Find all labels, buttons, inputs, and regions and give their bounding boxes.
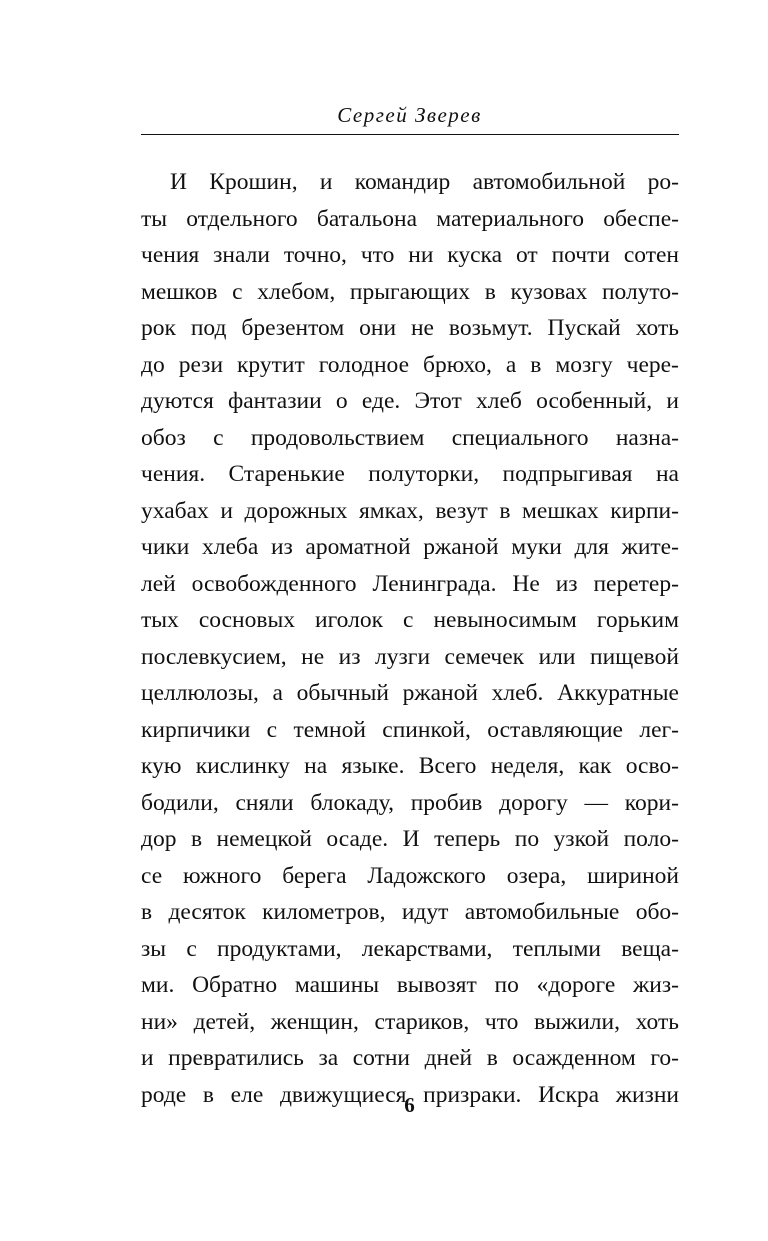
text-line bbox=[141, 420, 679, 457]
word: из bbox=[338, 643, 361, 670]
word: пищевой bbox=[590, 643, 679, 670]
running-head-author: Сергей Зверев bbox=[337, 103, 482, 127]
word: хоть bbox=[635, 315, 679, 341]
text-line bbox=[141, 201, 679, 238]
text-line bbox=[141, 785, 679, 822]
word: движущиеся bbox=[279, 1081, 407, 1108]
text-line bbox=[141, 274, 679, 311]
word: теплыми bbox=[512, 935, 601, 962]
word: в bbox=[141, 899, 153, 925]
word: призраки. bbox=[423, 1081, 522, 1108]
word: дней bbox=[424, 1045, 473, 1071]
word: или bbox=[538, 643, 576, 670]
word: веща- bbox=[621, 935, 679, 962]
word: — bbox=[584, 789, 609, 816]
word: для bbox=[574, 534, 609, 560]
word: Ладожского bbox=[367, 862, 486, 889]
word: Крошин, bbox=[209, 169, 298, 195]
word: вывозят bbox=[396, 972, 477, 998]
word: превратились bbox=[168, 1045, 304, 1071]
word: дор bbox=[141, 826, 177, 852]
text-line bbox=[141, 310, 679, 347]
word: материального bbox=[436, 205, 585, 232]
word: невыносимым bbox=[433, 607, 577, 633]
word: Аккуратные bbox=[557, 680, 679, 706]
word: десяток bbox=[168, 899, 246, 925]
word: везут bbox=[435, 497, 488, 524]
word: отдельного bbox=[186, 205, 298, 232]
word: Искра bbox=[538, 1081, 600, 1108]
word: темной bbox=[293, 716, 366, 743]
word: ржаной bbox=[423, 534, 499, 560]
word: а bbox=[505, 351, 517, 378]
word: Старенькие bbox=[228, 461, 345, 487]
word: иголок bbox=[315, 607, 383, 633]
word: идут bbox=[401, 899, 449, 925]
word: лузги bbox=[375, 643, 431, 670]
word: дорогу bbox=[499, 789, 568, 816]
word: жите- bbox=[621, 534, 679, 560]
word: оставляющие bbox=[487, 716, 623, 743]
word: не bbox=[410, 315, 434, 341]
word: хоть bbox=[635, 1008, 679, 1035]
word: за bbox=[318, 1045, 339, 1071]
word: языке. bbox=[341, 753, 405, 779]
word: осаде. bbox=[326, 826, 389, 852]
word: муки bbox=[511, 534, 562, 560]
word: кирпичики bbox=[141, 716, 251, 743]
word: прыгающих bbox=[349, 278, 471, 305]
word: ароматной bbox=[305, 534, 411, 560]
word: поло- bbox=[623, 826, 679, 852]
word: дорожных bbox=[244, 497, 348, 524]
word: теперь bbox=[434, 826, 501, 852]
word: Ленинграда. bbox=[372, 570, 497, 597]
word: продуктами, bbox=[217, 935, 342, 962]
word: особенный, bbox=[536, 388, 653, 414]
word: бодили, bbox=[141, 789, 219, 816]
word: под bbox=[190, 315, 227, 341]
word: освобожденного bbox=[191, 570, 357, 597]
word: зы bbox=[141, 935, 167, 962]
word: мешков bbox=[141, 278, 218, 305]
word: ты bbox=[141, 205, 168, 232]
word: возьмут. bbox=[448, 315, 533, 341]
word: мешках bbox=[522, 497, 599, 524]
word: перетер- bbox=[593, 570, 679, 597]
word: кузовах bbox=[510, 278, 588, 305]
word: знали bbox=[213, 242, 270, 268]
word: и bbox=[141, 1045, 154, 1071]
text-line bbox=[141, 748, 679, 785]
word: «дороге bbox=[536, 972, 616, 998]
text-line bbox=[141, 164, 679, 201]
word: Не bbox=[512, 570, 540, 597]
word: сосновых bbox=[198, 607, 295, 633]
word: они bbox=[359, 315, 397, 341]
word: лег- bbox=[639, 716, 679, 743]
word: батальона bbox=[316, 205, 418, 232]
word: что bbox=[484, 1008, 519, 1035]
word: с bbox=[186, 935, 197, 962]
word: автомобильные bbox=[464, 899, 620, 925]
word: сотен bbox=[623, 242, 679, 268]
word: с bbox=[266, 716, 278, 743]
word: от bbox=[515, 242, 538, 268]
word: послевкусием, bbox=[141, 643, 287, 670]
page-number: 6 bbox=[404, 1093, 415, 1117]
word: немецкой bbox=[216, 826, 312, 852]
word: командир bbox=[354, 169, 451, 195]
word: женщин, bbox=[270, 1008, 359, 1035]
word: в bbox=[190, 826, 203, 852]
word: шириной bbox=[587, 862, 679, 889]
word: ухабах bbox=[141, 497, 209, 524]
word: в bbox=[202, 1081, 214, 1108]
text-line bbox=[141, 456, 679, 493]
word: выжили, bbox=[534, 1008, 620, 1035]
word: и bbox=[319, 169, 333, 195]
word: полуторки, bbox=[368, 461, 480, 487]
word: Обратно bbox=[192, 972, 278, 998]
word: полуто- bbox=[601, 278, 679, 305]
word: берега bbox=[282, 862, 347, 889]
word: мозгу bbox=[555, 351, 613, 378]
word: ро- bbox=[647, 169, 679, 195]
word: пробив bbox=[410, 789, 483, 816]
text-line bbox=[141, 639, 679, 676]
word: блокаду, bbox=[310, 789, 394, 816]
word: как bbox=[578, 753, 612, 779]
word: обеспе- bbox=[603, 205, 679, 232]
body-text bbox=[141, 164, 679, 1113]
word: чения. bbox=[141, 461, 206, 487]
word: детей, bbox=[193, 1008, 256, 1035]
word: из bbox=[270, 534, 293, 560]
text-line bbox=[141, 675, 679, 712]
word: хлебом, bbox=[257, 278, 336, 305]
word: дуются bbox=[141, 388, 214, 414]
word: сотни bbox=[352, 1045, 411, 1071]
word: ржаной bbox=[402, 680, 478, 706]
word: лекарствами, bbox=[361, 935, 493, 962]
text-line bbox=[141, 529, 679, 566]
word: ми. bbox=[141, 972, 175, 998]
word: хлеб. bbox=[491, 680, 544, 706]
word: хлеб bbox=[475, 388, 522, 414]
word: до bbox=[141, 351, 165, 378]
word: жизни bbox=[615, 1081, 679, 1108]
word: се bbox=[141, 862, 163, 889]
word: специального bbox=[451, 424, 589, 451]
word: озера, bbox=[506, 862, 567, 889]
word: еле bbox=[230, 1081, 264, 1108]
word: крутит bbox=[237, 351, 305, 378]
word: семечек bbox=[444, 643, 525, 670]
word: а bbox=[272, 680, 283, 706]
word: ни» bbox=[141, 1008, 178, 1035]
word: спинкой, bbox=[382, 716, 471, 743]
word: обычный bbox=[296, 680, 389, 706]
text-line bbox=[141, 931, 679, 968]
word: Пускай bbox=[547, 315, 621, 341]
word: в bbox=[486, 1045, 498, 1071]
text-line bbox=[141, 493, 679, 530]
word: чики bbox=[141, 534, 190, 560]
word: и bbox=[666, 388, 679, 414]
text-line bbox=[141, 712, 679, 749]
word: неделя, bbox=[490, 753, 565, 779]
word: что bbox=[360, 242, 395, 268]
word: И bbox=[402, 826, 420, 852]
word: из bbox=[555, 570, 578, 597]
text-line bbox=[141, 383, 679, 420]
word: кую bbox=[141, 753, 182, 779]
word: осво- bbox=[625, 753, 679, 779]
word: в bbox=[499, 497, 511, 524]
word: горьким bbox=[596, 607, 679, 633]
word: обоз bbox=[141, 424, 186, 451]
word: на bbox=[655, 461, 679, 487]
word: километров, bbox=[262, 899, 386, 925]
word: и bbox=[220, 497, 233, 524]
word: брезентом bbox=[241, 315, 345, 341]
word: сняли bbox=[235, 789, 294, 816]
word: Этот bbox=[414, 388, 462, 414]
word: в bbox=[484, 278, 496, 305]
word: о bbox=[335, 388, 348, 414]
word: точно, bbox=[283, 242, 347, 268]
word: кори- bbox=[624, 789, 679, 816]
word: рок bbox=[141, 315, 176, 341]
word: на bbox=[304, 753, 328, 779]
text-line bbox=[141, 237, 679, 274]
word: чения bbox=[141, 242, 200, 268]
word: по bbox=[514, 826, 540, 852]
text-line bbox=[141, 894, 679, 931]
text-line bbox=[141, 347, 679, 384]
word: ни bbox=[408, 242, 434, 268]
word: с bbox=[232, 278, 243, 305]
word: брюхо, bbox=[423, 351, 492, 378]
word: южного bbox=[183, 862, 262, 889]
word: осажденном bbox=[512, 1045, 636, 1071]
word: роде bbox=[141, 1081, 187, 1108]
text-line bbox=[141, 602, 679, 639]
text-line bbox=[141, 821, 679, 858]
word: обо- bbox=[635, 899, 679, 925]
word: го- bbox=[650, 1045, 679, 1071]
word: Всего bbox=[418, 753, 477, 779]
word: автомобильной bbox=[472, 169, 626, 195]
word: по bbox=[494, 972, 519, 998]
word: хлеба bbox=[202, 534, 259, 560]
header-rule bbox=[141, 134, 679, 135]
word: жиз- bbox=[633, 972, 679, 998]
word: кислинку bbox=[195, 753, 290, 779]
text-line bbox=[141, 858, 679, 895]
word: кирпи- bbox=[610, 497, 679, 524]
word: почти bbox=[551, 242, 610, 268]
word: голодное bbox=[318, 351, 410, 378]
text-line bbox=[141, 1004, 679, 1041]
word: И bbox=[170, 169, 187, 195]
word: узкой bbox=[553, 826, 610, 852]
word: фантазии bbox=[228, 388, 322, 414]
word: назна- bbox=[615, 424, 679, 451]
word: ямках, bbox=[358, 497, 424, 524]
text-line bbox=[141, 1040, 679, 1077]
word: тых bbox=[141, 607, 179, 633]
word: лей bbox=[141, 570, 176, 597]
word: целлюлозы, bbox=[141, 680, 259, 706]
text-line bbox=[141, 967, 679, 1004]
word: чере- bbox=[626, 351, 679, 378]
word: с bbox=[213, 424, 224, 451]
word: с bbox=[403, 607, 414, 633]
word: продовольствием bbox=[250, 424, 425, 451]
word: подпрыгивая bbox=[502, 461, 633, 487]
word: рези bbox=[178, 351, 224, 378]
word: в bbox=[530, 351, 542, 378]
word: куска bbox=[447, 242, 503, 268]
word: стариков, bbox=[374, 1008, 470, 1035]
word: не bbox=[301, 643, 325, 670]
word: еде. bbox=[361, 388, 401, 414]
text-line bbox=[141, 566, 679, 603]
word: машины bbox=[294, 972, 380, 998]
